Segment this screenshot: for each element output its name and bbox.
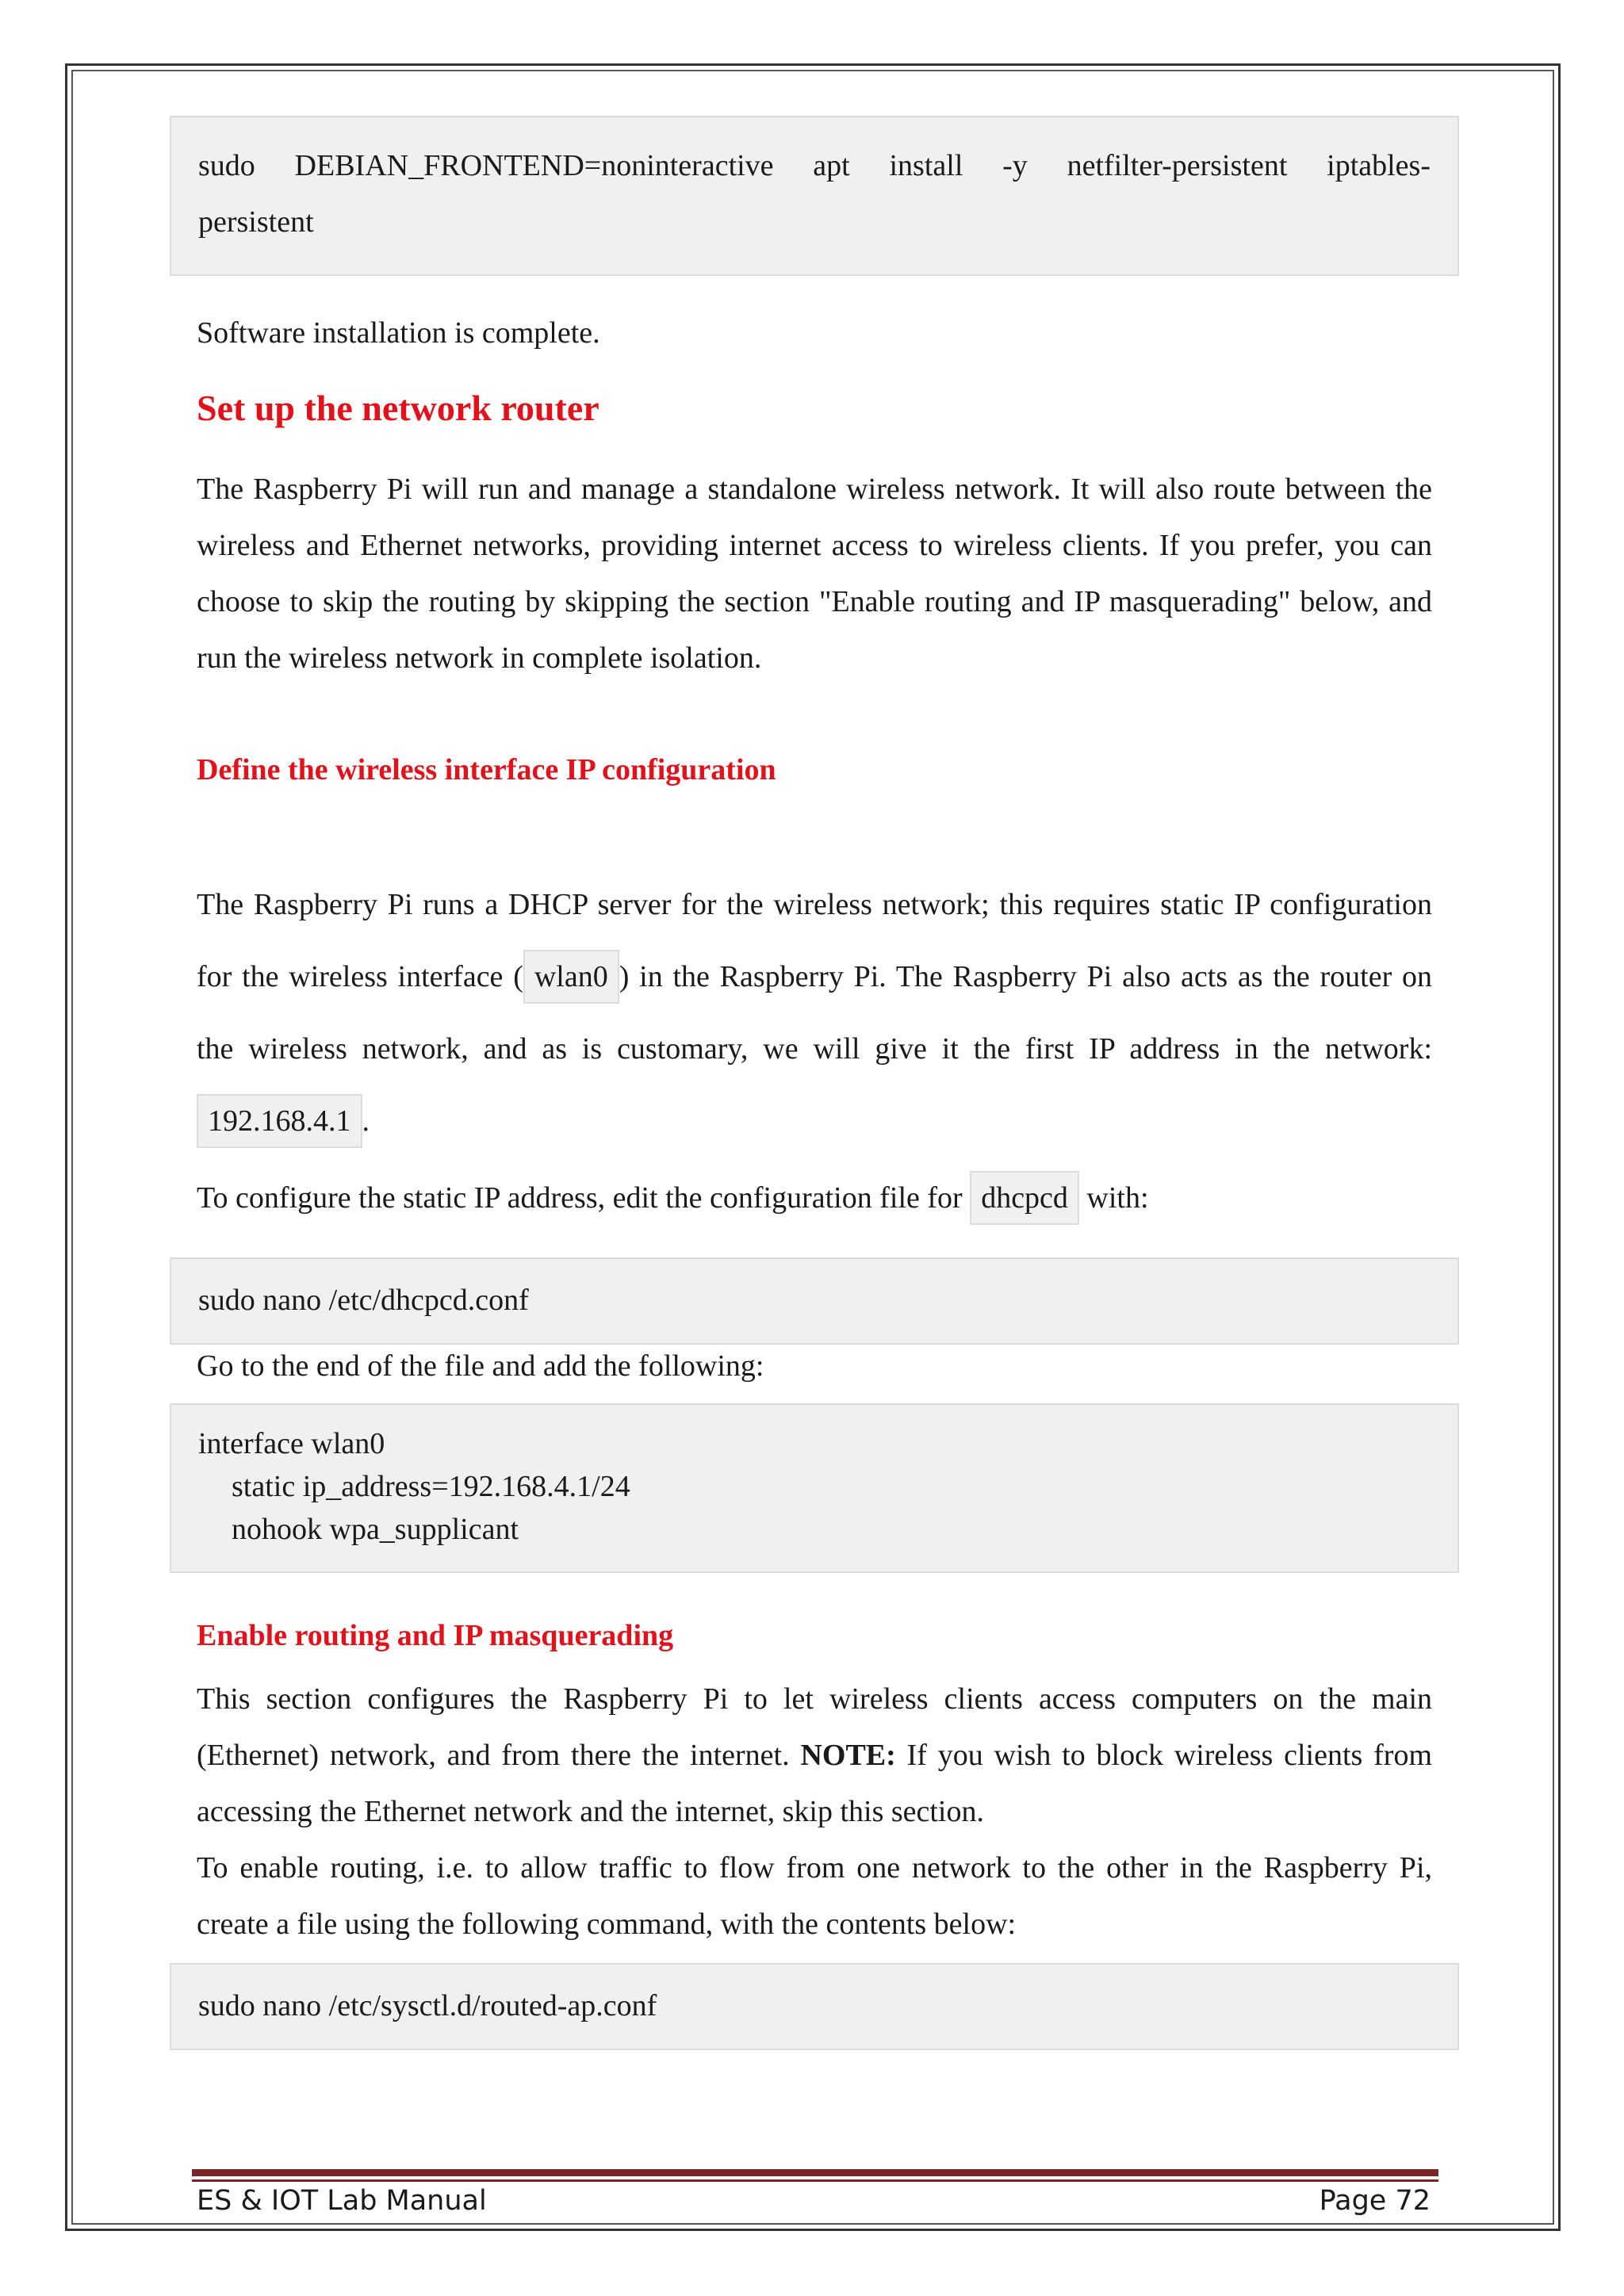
inline-code-wlan0: wlan0 (523, 950, 619, 1004)
footer-rule-thick (192, 2169, 1438, 2176)
para-dhcp-text-1: The Raspberry Pi runs a DHCP server for the wireless network; this requires static IP configuration for the wireless interface ( (197, 888, 1432, 993)
inline-code-dhcpcd: dhcpcd (970, 1171, 1079, 1225)
code-line-nohook: nohook wpa_supplicant (232, 1513, 519, 1546)
heading-define-wireless-ip: Define the wireless interface IP configuration (197, 753, 776, 786)
code-line-static-ip: static ip_address=192.168.4.1/24 (232, 1470, 630, 1503)
footer-page-number: Page 72 (1319, 2185, 1431, 2217)
para-configure-text-2: with: (1078, 1181, 1149, 1215)
para-dhcp-text-2: ) in the Raspberry Pi. The Raspberry Pi also acts as the router on the wireless network, and as is customary, we will give it the first IP address in the network: (197, 960, 1432, 1066)
go-to-end-text: Go to the end of the file and add the following: (197, 1349, 764, 1383)
code-line-interface: interface wlan0 (198, 1427, 385, 1460)
para-enable-routing: To enable routing, i.e. to allow traffic to flow from one network to the other in the Raspberry Pi, create a file using the following command, with the contents below: (197, 1851, 1432, 1941)
code-line-install-2: persistent (198, 205, 314, 239)
code-line-sysctl: sudo nano /etc/sysctl.d/routed-ap.conf (198, 1989, 657, 2022)
code-block-dhcpcd (170, 1257, 1459, 1345)
para-configure (197, 1170, 1432, 1226)
heading-enable-routing: Enable routing and IP masquerading (197, 1619, 674, 1652)
para-configure-text-1: To configure the static IP address, edit the configuration file for (197, 1181, 971, 1215)
para-routing (197, 1671, 1432, 1840)
para-dhcp-text-3: . (362, 1104, 370, 1138)
code-line-install-1: sudo DEBIAN_FRONTEND=noninteractive apt install -y netfilter-persistent iptables- (198, 149, 1431, 182)
footer-title: ES & IOT Lab Manual (197, 2185, 487, 2217)
heading-set-up-router: Set up the network router (197, 388, 599, 428)
footer-rule-thin (192, 2179, 1438, 2182)
para-routing-text-1: This section configures the Raspberry Pi to let wireless clients access computers on the main (Ethernet) network, and from there the internet. (197, 1682, 1432, 1772)
code-block-interface (170, 1403, 1459, 1573)
para-router: The Raspberry Pi will run and manage a standalone wireless network. It will also route between the wireless and Ethernet networks, providing internet access to wireless clients. If you prefer, you can choose to skip the routing by skipping the section "Enable routing and IP masquerading" below, and run the wireless network in complete isolation. (197, 473, 1432, 675)
code-block-install (170, 116, 1459, 276)
code-line-dhcpcd: sudo nano /etc/dhcpcd.conf (198, 1284, 529, 1317)
code-block-sysctl (170, 1963, 1459, 2050)
install-complete-text: Software installation is complete. (197, 316, 600, 350)
note-label: NOTE: (800, 1739, 896, 1772)
inline-code-ip: 192.168.4.1 (197, 1094, 362, 1148)
para-dhcp (197, 869, 1432, 1158)
para-routing-text-2: If you wish to block wireless clients from accessing the Ethernet network and the internet, skip this section. (197, 1739, 1432, 1828)
